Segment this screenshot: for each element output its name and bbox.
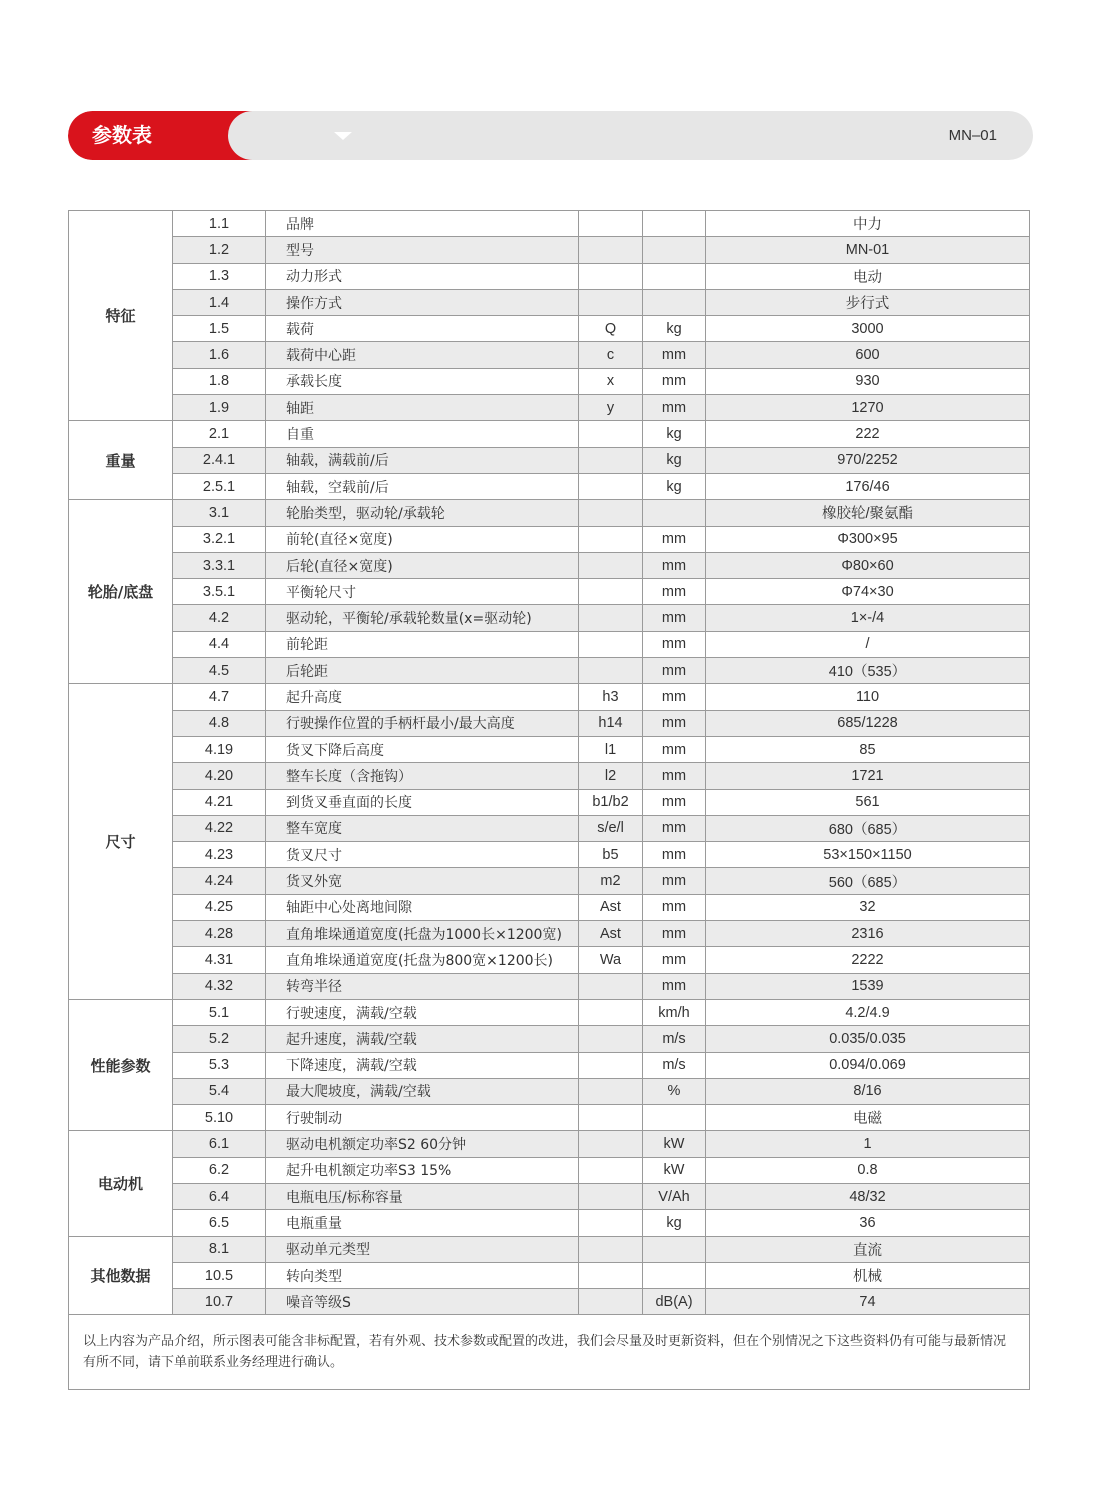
item-name: 整车长度（含拖钩） bbox=[266, 763, 579, 789]
item-name: 轮胎类型，驱动轮/承载轮 bbox=[266, 500, 579, 526]
item-unit: mm bbox=[643, 815, 706, 841]
item-number: 8.1 bbox=[173, 1236, 266, 1262]
table-row bbox=[69, 1105, 1030, 1131]
item-symbol bbox=[579, 1210, 643, 1236]
item-number: 3.1 bbox=[173, 500, 266, 526]
item-name: 型号 bbox=[266, 237, 579, 263]
item-name: 行驶操作位置的手柄杆最小/最大高度 bbox=[266, 710, 579, 736]
item-symbol: Ast bbox=[579, 921, 643, 947]
table-row bbox=[69, 1236, 1030, 1262]
table-row bbox=[69, 211, 1030, 237]
item-value: / bbox=[706, 631, 1030, 657]
table-row bbox=[69, 1078, 1030, 1104]
item-symbol: c bbox=[579, 342, 643, 368]
item-number: 5.4 bbox=[173, 1078, 266, 1104]
item-value: 中力 bbox=[706, 211, 1030, 237]
item-number: 1.8 bbox=[173, 368, 266, 394]
item-name: 下降速度，满载/空载 bbox=[266, 1052, 579, 1078]
item-symbol bbox=[579, 289, 643, 315]
item-unit: mm bbox=[643, 947, 706, 973]
item-number: 1.5 bbox=[173, 316, 266, 342]
table-row bbox=[69, 1210, 1030, 1236]
item-value: 680（685） bbox=[706, 815, 1030, 841]
item-name: 噪音等级S bbox=[266, 1289, 579, 1315]
item-value: 1×-/4 bbox=[706, 605, 1030, 631]
item-name: 轴距 bbox=[266, 395, 579, 421]
item-value: 74 bbox=[706, 1289, 1030, 1315]
item-number: 1.6 bbox=[173, 342, 266, 368]
item-value: 0.8 bbox=[706, 1157, 1030, 1183]
item-name: 起升电机额定功率S3 15% bbox=[266, 1157, 579, 1183]
table-row bbox=[69, 447, 1030, 473]
item-number: 6.2 bbox=[173, 1157, 266, 1183]
item-unit: mm bbox=[643, 736, 706, 762]
table-row bbox=[69, 631, 1030, 657]
table-row bbox=[69, 999, 1030, 1025]
item-symbol bbox=[579, 605, 643, 631]
item-unit: m/s bbox=[643, 1052, 706, 1078]
item-symbol: Q bbox=[579, 316, 643, 342]
item-unit: m/s bbox=[643, 1026, 706, 1052]
item-unit: % bbox=[643, 1078, 706, 1104]
item-symbol bbox=[579, 473, 643, 499]
item-value: 561 bbox=[706, 789, 1030, 815]
model-code: MN–01 bbox=[948, 127, 997, 144]
item-value: 930 bbox=[706, 368, 1030, 394]
item-value: MN-01 bbox=[706, 237, 1030, 263]
table-row bbox=[69, 263, 1030, 289]
item-symbol: b5 bbox=[579, 842, 643, 868]
table-row bbox=[69, 395, 1030, 421]
group-label: 特征 bbox=[69, 211, 173, 421]
item-value: 2316 bbox=[706, 921, 1030, 947]
item-number: 5.3 bbox=[173, 1052, 266, 1078]
item-symbol: l2 bbox=[579, 763, 643, 789]
table-row bbox=[69, 815, 1030, 841]
item-number: 2.5.1 bbox=[173, 473, 266, 499]
group-label: 轮胎/底盘 bbox=[69, 500, 173, 684]
spec-table bbox=[68, 210, 1030, 1390]
item-number: 3.2.1 bbox=[173, 526, 266, 552]
table-row bbox=[69, 316, 1030, 342]
table-row bbox=[69, 710, 1030, 736]
item-number: 4.23 bbox=[173, 842, 266, 868]
item-name: 驱动电机额定功率S2 60分钟 bbox=[266, 1131, 579, 1157]
item-number: 2.4.1 bbox=[173, 447, 266, 473]
item-symbol bbox=[579, 1183, 643, 1209]
item-symbol: Wa bbox=[579, 947, 643, 973]
page-title: 参数表 bbox=[92, 123, 152, 147]
item-unit: mm bbox=[643, 868, 706, 894]
item-symbol bbox=[579, 1105, 643, 1131]
item-unit bbox=[643, 1105, 706, 1131]
table-row bbox=[69, 552, 1030, 578]
item-number: 5.1 bbox=[173, 999, 266, 1025]
item-value: 1 bbox=[706, 1131, 1030, 1157]
item-unit: km/h bbox=[643, 999, 706, 1025]
item-unit: mm bbox=[643, 842, 706, 868]
item-name: 动力形式 bbox=[266, 263, 579, 289]
table-row bbox=[69, 763, 1030, 789]
disclaimer-note: 以上内容为产品介绍，所示图表可能含非标配置，若有外观、技术参数或配置的改进，我们会尽量及时更新资料，但在个别情况之下这些资料仍有可能与最新情况有所不同，请下单前联系业务经理进行确认。 bbox=[69, 1315, 1030, 1390]
table-row bbox=[69, 1131, 1030, 1157]
table-row bbox=[69, 473, 1030, 499]
table-row bbox=[69, 421, 1030, 447]
item-name: 直角堆垛通道宽度(托盘为1000长×1200宽) bbox=[266, 921, 579, 947]
item-name: 品牌 bbox=[266, 211, 579, 237]
item-symbol bbox=[579, 447, 643, 473]
item-symbol: y bbox=[579, 395, 643, 421]
item-unit: mm bbox=[643, 894, 706, 920]
item-name: 到货叉垂直面的长度 bbox=[266, 789, 579, 815]
item-name: 货叉外宽 bbox=[266, 868, 579, 894]
item-unit: dB(A) bbox=[643, 1289, 706, 1315]
item-symbol bbox=[579, 999, 643, 1025]
group-label: 尺寸 bbox=[69, 684, 173, 1000]
item-unit: kW bbox=[643, 1131, 706, 1157]
item-value: 0.094/0.069 bbox=[706, 1052, 1030, 1078]
item-value: 8/16 bbox=[706, 1078, 1030, 1104]
item-number: 4.22 bbox=[173, 815, 266, 841]
item-symbol bbox=[579, 1078, 643, 1104]
item-unit: mm bbox=[643, 684, 706, 710]
item-symbol bbox=[579, 263, 643, 289]
item-unit bbox=[643, 500, 706, 526]
item-unit: mm bbox=[643, 368, 706, 394]
item-name: 承载长度 bbox=[266, 368, 579, 394]
item-symbol bbox=[579, 526, 643, 552]
table-row bbox=[69, 736, 1030, 762]
item-name: 自重 bbox=[266, 421, 579, 447]
item-symbol bbox=[579, 421, 643, 447]
table-row bbox=[69, 1157, 1030, 1183]
item-unit bbox=[643, 1236, 706, 1262]
item-number: 1.1 bbox=[173, 211, 266, 237]
table-row bbox=[69, 658, 1030, 684]
item-name: 载荷 bbox=[266, 316, 579, 342]
item-value: 36 bbox=[706, 1210, 1030, 1236]
item-number: 4.19 bbox=[173, 736, 266, 762]
item-symbol: h3 bbox=[579, 684, 643, 710]
item-unit: kg bbox=[643, 421, 706, 447]
item-name: 电瓶电压/标称容量 bbox=[266, 1183, 579, 1209]
item-symbol bbox=[579, 237, 643, 263]
table-row bbox=[69, 1052, 1030, 1078]
item-value: 560（685） bbox=[706, 868, 1030, 894]
item-value: 110 bbox=[706, 684, 1030, 710]
item-name: 货叉尺寸 bbox=[266, 842, 579, 868]
item-number: 4.25 bbox=[173, 894, 266, 920]
item-number: 4.5 bbox=[173, 658, 266, 684]
item-number: 4.31 bbox=[173, 947, 266, 973]
item-value: 1721 bbox=[706, 763, 1030, 789]
item-unit: mm bbox=[643, 631, 706, 657]
item-unit: mm bbox=[643, 579, 706, 605]
item-name: 驱动单元类型 bbox=[266, 1236, 579, 1262]
item-unit: mm bbox=[643, 342, 706, 368]
item-value: 1270 bbox=[706, 395, 1030, 421]
item-value: 53×150×1150 bbox=[706, 842, 1030, 868]
item-number: 4.28 bbox=[173, 921, 266, 947]
item-value: 176/46 bbox=[706, 473, 1030, 499]
table-row bbox=[69, 1262, 1030, 1288]
item-value: Φ300×95 bbox=[706, 526, 1030, 552]
item-number: 10.5 bbox=[173, 1262, 266, 1288]
item-name: 后轮距 bbox=[266, 658, 579, 684]
table-row bbox=[69, 947, 1030, 973]
table-row bbox=[69, 684, 1030, 710]
table-row bbox=[69, 500, 1030, 526]
item-value: 0.035/0.035 bbox=[706, 1026, 1030, 1052]
note-row bbox=[69, 1315, 1030, 1390]
table-row bbox=[69, 368, 1030, 394]
item-number: 3.5.1 bbox=[173, 579, 266, 605]
table-row bbox=[69, 605, 1030, 631]
item-number: 5.2 bbox=[173, 1026, 266, 1052]
item-value: 48/32 bbox=[706, 1183, 1030, 1209]
item-unit: mm bbox=[643, 763, 706, 789]
item-symbol bbox=[579, 579, 643, 605]
item-unit: kg bbox=[643, 1210, 706, 1236]
table-row bbox=[69, 973, 1030, 999]
header-tab-curve bbox=[228, 111, 318, 160]
item-number: 4.24 bbox=[173, 868, 266, 894]
table-row bbox=[69, 1289, 1030, 1315]
table-row bbox=[69, 1026, 1030, 1052]
item-value: 410（535） bbox=[706, 658, 1030, 684]
item-symbol bbox=[579, 1289, 643, 1315]
item-value: 600 bbox=[706, 342, 1030, 368]
item-name: 行驶速度，满载/空载 bbox=[266, 999, 579, 1025]
item-name: 整车宽度 bbox=[266, 815, 579, 841]
table-row bbox=[69, 894, 1030, 920]
item-name: 最大爬坡度，满载/空载 bbox=[266, 1078, 579, 1104]
table-row bbox=[69, 342, 1030, 368]
item-value: 直流 bbox=[706, 1236, 1030, 1262]
item-unit bbox=[643, 237, 706, 263]
group-label: 重量 bbox=[69, 421, 173, 500]
item-unit: kg bbox=[643, 473, 706, 499]
item-unit bbox=[643, 289, 706, 315]
item-name: 轴载，空载前/后 bbox=[266, 473, 579, 499]
item-name: 起升高度 bbox=[266, 684, 579, 710]
item-symbol bbox=[579, 211, 643, 237]
table-row bbox=[69, 579, 1030, 605]
item-number: 6.5 bbox=[173, 1210, 266, 1236]
item-symbol: s/e/l bbox=[579, 815, 643, 841]
table-row bbox=[69, 289, 1030, 315]
item-number: 6.4 bbox=[173, 1183, 266, 1209]
item-symbol bbox=[579, 1052, 643, 1078]
item-number: 4.2 bbox=[173, 605, 266, 631]
item-name: 直角堆垛通道宽度(托盘为800宽×1200长) bbox=[266, 947, 579, 973]
table-row bbox=[69, 921, 1030, 947]
item-unit: mm bbox=[643, 789, 706, 815]
item-unit: mm bbox=[643, 526, 706, 552]
item-number: 1.2 bbox=[173, 237, 266, 263]
item-name: 前轮距 bbox=[266, 631, 579, 657]
item-value: 85 bbox=[706, 736, 1030, 762]
item-unit: mm bbox=[643, 605, 706, 631]
item-number: 4.7 bbox=[173, 684, 266, 710]
item-name: 平衡轮尺寸 bbox=[266, 579, 579, 605]
item-name: 转弯半径 bbox=[266, 973, 579, 999]
caret-down-icon bbox=[334, 132, 352, 140]
item-name: 轴距中心处离地间隙 bbox=[266, 894, 579, 920]
section-header bbox=[68, 111, 1033, 160]
item-value: 222 bbox=[706, 421, 1030, 447]
table-row bbox=[69, 789, 1030, 815]
item-unit bbox=[643, 263, 706, 289]
item-symbol: b1/b2 bbox=[579, 789, 643, 815]
item-unit: V/Ah bbox=[643, 1183, 706, 1209]
item-symbol: l1 bbox=[579, 736, 643, 762]
item-symbol: Ast bbox=[579, 894, 643, 920]
item-unit: mm bbox=[643, 710, 706, 736]
item-symbol: m2 bbox=[579, 868, 643, 894]
item-unit: kW bbox=[643, 1157, 706, 1183]
item-value: 机械 bbox=[706, 1262, 1030, 1288]
group-label: 其他数据 bbox=[69, 1236, 173, 1315]
item-number: 2.1 bbox=[173, 421, 266, 447]
item-symbol bbox=[579, 1236, 643, 1262]
item-name: 后轮(直径×宽度) bbox=[266, 552, 579, 578]
item-name: 起升速度，满载/空载 bbox=[266, 1026, 579, 1052]
item-unit: mm bbox=[643, 552, 706, 578]
group-label: 电动机 bbox=[69, 1131, 173, 1236]
item-symbol bbox=[579, 658, 643, 684]
item-value: 4.2/4.9 bbox=[706, 999, 1030, 1025]
item-name: 载荷中心距 bbox=[266, 342, 579, 368]
item-symbol bbox=[579, 500, 643, 526]
item-name: 电瓶重量 bbox=[266, 1210, 579, 1236]
item-value: 步行式 bbox=[706, 289, 1030, 315]
table-row bbox=[69, 237, 1030, 263]
item-value: 2222 bbox=[706, 947, 1030, 973]
item-unit: mm bbox=[643, 395, 706, 421]
table-row bbox=[69, 868, 1030, 894]
item-number: 3.3.1 bbox=[173, 552, 266, 578]
table-row bbox=[69, 526, 1030, 552]
item-symbol: x bbox=[579, 368, 643, 394]
item-number: 5.10 bbox=[173, 1105, 266, 1131]
item-number: 1.3 bbox=[173, 263, 266, 289]
item-number: 4.20 bbox=[173, 763, 266, 789]
table-row bbox=[69, 842, 1030, 868]
item-number: 6.1 bbox=[173, 1131, 266, 1157]
item-symbol bbox=[579, 631, 643, 657]
item-name: 前轮(直径×宽度) bbox=[266, 526, 579, 552]
item-unit bbox=[643, 211, 706, 237]
item-symbol bbox=[579, 973, 643, 999]
item-unit bbox=[643, 1262, 706, 1288]
item-unit: kg bbox=[643, 316, 706, 342]
item-number: 4.21 bbox=[173, 789, 266, 815]
item-number: 1.4 bbox=[173, 289, 266, 315]
item-value: 32 bbox=[706, 894, 1030, 920]
item-name: 轴载，满载前/后 bbox=[266, 447, 579, 473]
item-symbol bbox=[579, 552, 643, 578]
item-name: 行驶制动 bbox=[266, 1105, 579, 1131]
item-value: Φ80×60 bbox=[706, 552, 1030, 578]
item-symbol bbox=[579, 1157, 643, 1183]
item-symbol bbox=[579, 1262, 643, 1288]
item-number: 4.32 bbox=[173, 973, 266, 999]
item-number: 1.9 bbox=[173, 395, 266, 421]
item-number: 4.4 bbox=[173, 631, 266, 657]
item-symbol bbox=[579, 1131, 643, 1157]
item-unit: mm bbox=[643, 973, 706, 999]
group-label: 性能参数 bbox=[69, 999, 173, 1130]
item-symbol bbox=[579, 1026, 643, 1052]
item-unit: mm bbox=[643, 921, 706, 947]
item-value: 685/1228 bbox=[706, 710, 1030, 736]
item-value: 电磁 bbox=[706, 1105, 1030, 1131]
item-value: 1539 bbox=[706, 973, 1030, 999]
item-value: 电动 bbox=[706, 263, 1030, 289]
item-value: Φ74×30 bbox=[706, 579, 1030, 605]
item-value: 970/2252 bbox=[706, 447, 1030, 473]
item-name: 转向类型 bbox=[266, 1262, 579, 1288]
item-unit: kg bbox=[643, 447, 706, 473]
item-value: 橡胶轮/聚氨酯 bbox=[706, 500, 1030, 526]
item-number: 4.8 bbox=[173, 710, 266, 736]
table-row bbox=[69, 1183, 1030, 1209]
item-symbol: h14 bbox=[579, 710, 643, 736]
item-value: 3000 bbox=[706, 316, 1030, 342]
item-number: 10.7 bbox=[173, 1289, 266, 1315]
item-name: 操作方式 bbox=[266, 289, 579, 315]
item-name: 货叉下降后高度 bbox=[266, 736, 579, 762]
item-name: 驱动轮，平衡轮/承载轮数量(x=驱动轮) bbox=[266, 605, 579, 631]
item-unit: mm bbox=[643, 658, 706, 684]
